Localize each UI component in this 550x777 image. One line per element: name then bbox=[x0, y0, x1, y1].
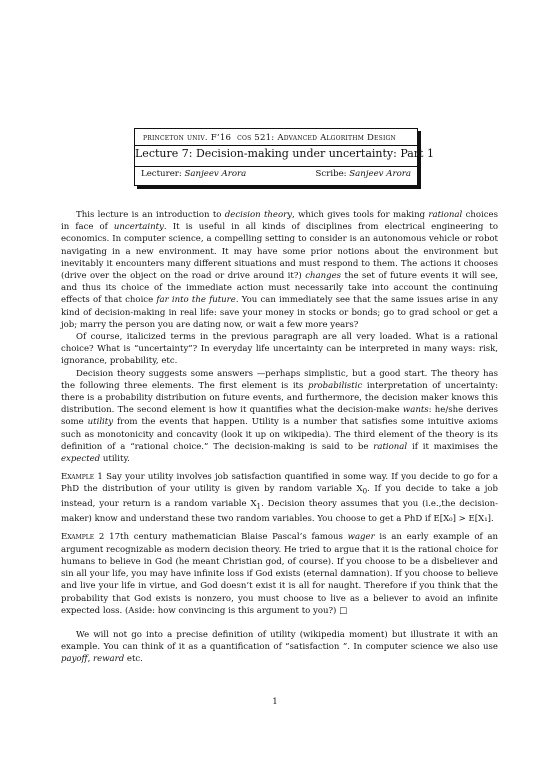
emphasis: changes bbox=[305, 271, 342, 282]
text-run: utility. bbox=[100, 454, 130, 465]
lecturer-name: Sanjeev Arora bbox=[184, 169, 247, 179]
scribe-label: Scribe: bbox=[315, 169, 347, 179]
text-run: if it maximises the bbox=[407, 441, 498, 452]
emphasis: payoff bbox=[61, 654, 88, 665]
text-run: . You can immediately see that the same issues arise in any kind of decision-making in real life: save your money in stocks or bonds; go to grad school or get a job; marry the person you are dating now, or wait a few more years? bbox=[61, 295, 498, 330]
emphasis: expected bbox=[61, 454, 101, 465]
emphasis: far into the future bbox=[156, 295, 236, 306]
subscript: 1 bbox=[256, 502, 262, 512]
paragraph-decision-theory bbox=[61, 368, 498, 466]
example-label: Example 1 bbox=[61, 472, 103, 483]
lecture-body bbox=[61, 209, 498, 666]
emphasis: utility bbox=[87, 417, 114, 428]
text-run: . If you decide to take a job instead, your return is a random variable X bbox=[61, 484, 498, 510]
emphasis: decision theory bbox=[224, 210, 293, 220]
paragraph-intro bbox=[61, 209, 498, 331]
emphasis: wager bbox=[347, 532, 375, 543]
header-divider-top bbox=[135, 145, 417, 146]
scribe-info bbox=[316, 169, 411, 179]
subscript: 0 bbox=[362, 487, 368, 497]
text-run: , which gives tools for making bbox=[292, 210, 429, 220]
example-1 bbox=[61, 471, 498, 525]
text-run: . Decision theory assumes that you (i.e.,the decision-maker) know and understand these two random variables. You choose to get a PhD if bbox=[61, 499, 498, 525]
lecturer-info bbox=[141, 169, 246, 179]
text-run: from the events that happen. Utility is a number that satisfies some intuitive axioms such as monotonicity and concavity (look it up on wikipedia). The third element of the theory is its definition of a “rational choice.” The decision-making is said to be bbox=[61, 417, 498, 452]
text-run: , bbox=[87, 654, 94, 665]
example-label: Example 2 bbox=[61, 532, 105, 543]
scribe-name: Sanjeev Arora bbox=[349, 169, 411, 179]
lecturer-label: Lecturer: bbox=[141, 169, 182, 179]
emphasis: uncertainty bbox=[113, 222, 164, 233]
text-run: etc. bbox=[124, 654, 143, 665]
text-run: 17th century mathematician Blaise Pascal’s famous bbox=[104, 532, 348, 543]
emphasis: rational bbox=[428, 210, 463, 220]
header-divider-bottom bbox=[135, 166, 417, 167]
text-run: is an early example of an argument recognizable as modern decision theory. He tried to argue that it is the rational choice for humans to believe in God (he meant Christian god, of course). If you choose to be a disbeliever and sin all your life, you may have infinite loss if God exists (eternal damnation). If you choose to believe and live your life in virtue, and God doesn’t exist it is all for naught. Therefore if you think that the probability that God exists is nonzero, you must choose to live as a believer to avoid an infinite expected loss. (Aside: how convincing is this argument to you?) □ bbox=[61, 532, 498, 616]
text-run: This lecture is an introduction to bbox=[76, 210, 225, 220]
page-number: 1 bbox=[272, 697, 278, 707]
emphasis: probabilistic bbox=[307, 380, 363, 391]
paragraph-utility bbox=[61, 629, 498, 666]
text-run: the set of future events it will see, and thus its choice of the immediate action must necessarily take into account the continuing effects of that choice bbox=[61, 271, 498, 306]
expectation-inequality: E[X₀] > E[X₁]. bbox=[433, 514, 494, 525]
text-run: Decision theory suggests some answers —perhaps simplistic, but a good start. The theory has the following three elements. The first element is its bbox=[61, 368, 498, 391]
text-run: . It is useful in all kinds of disciplines from electrical engineering to economics. In computer science, a compelling setting to consider is an autonomous vehicle or robot navigating in a new environment. It may have some prior notions about the environment but inevitably it encounters many different situations and must respond to them. The actions it chooses (drive over the object on the road or drive around it?) bbox=[61, 222, 499, 282]
text-run: choices in face of bbox=[61, 210, 499, 233]
text-run: : he/she derives some bbox=[61, 405, 498, 428]
lecture-title: Lecture 7: Decision-making under uncertainty: Part 1 bbox=[135, 147, 434, 160]
emphasis: reward bbox=[93, 654, 125, 665]
text-run: We will not go into a precise definition of utility (wikipedia moment) but illustrate it with an example. You can think of it as a quantification of “satisfaction ”. In computer science we also use bbox=[61, 629, 498, 653]
university-term: princeton univ. F’16 bbox=[143, 133, 232, 143]
emphasis: rational bbox=[373, 441, 408, 452]
example-2 bbox=[61, 531, 498, 616]
course-line bbox=[143, 132, 411, 144]
text-run: Say your utility involves job satisfaction quantified in some way. If you decide to go for a PhD the distribution of your utility is given by random variable X bbox=[61, 472, 498, 495]
text-run: interpretation of uncertainty: there is a probability distribution on future events, and furthermore, the decision maker knows this distribution. The second element is how it quantifies what the decision-make bbox=[61, 380, 498, 416]
lecture-header-box bbox=[134, 128, 434, 186]
emphasis: wants bbox=[402, 405, 429, 416]
course-name: cos 521: Advanced Algorithm Design bbox=[237, 133, 396, 143]
paragraph-uncertainty: Of course, italicized terms in the previous paragraph are all very loaded. What is a rational choice? What is “uncertainty”? In everyday life uncertainty can be interpreted in many ways: risk, ignorance, probability, etc. bbox=[61, 332, 498, 367]
